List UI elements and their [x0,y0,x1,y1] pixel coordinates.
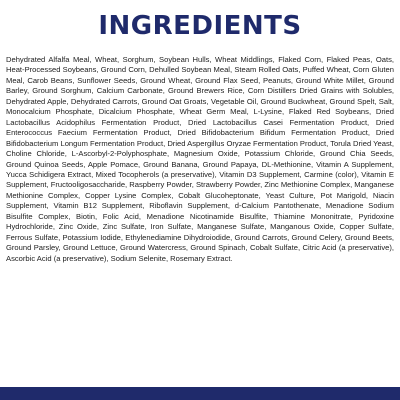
ingredients-heading: INGREDIENTS [98,11,302,41]
bottom-color-band [0,387,400,400]
ingredients-list-text: Dehydrated Alfalfa Meal, Wheat, Sorghum, Soybean Hulls, Wheat Middlings, Flaked Corn, Flaked Peas, Oats, Heat-Processed Soybeans, Ground Corn, Dehulled Soybean Meal, Steam Rolled Oats, Puffed Wheat, Corn Gluten Meal, Carob Beans, Sunflower Seeds, Ground Wheat, Ground Flax Seed, Peanuts, Ground White Millet, Ground Barley, Ground Sorghum, Calcium Carbonate, Ground Brewers Rice, Corn Distillers Dried Grains with Solubles, Dehydrated Apple, Dehydrated Carrots, Ground Oat Groats, Vegetable Oil, Ground Buckwheat, Ground Spelt, Salt, Monocalcium Phosphate, Dicalcium Phosphate, Wheat Germ Meal, L-Lysine, Flaked Red Soybeans, Dried Lactobacillus Acidophilus Fermentation Product, Dried Lactobacillus Casei Fermentation Product, Dried Enterococcus Faecium Fermentation Product, Dried Bifidobacterium Bifidum Fermentation Product, Dried Bifidobacterium Longum Fermentation Product, Dried Aspergillus Oryzae Fermentation Product, Torula Dried Yeast, Choline Chloride, L-Ascorbyl-2-Polyphosphate, Magnesium Oxide, Potassium Chloride, Ground Chia Seeds, Ground Quinoa Seeds, Apple Pomace, Ground Banana, Ground Papaya, DL-Methionine, Vitamin A Supplement, Yucca Schidigera Extract, Mixed Tocopherols (a preservative), Vitamin D3 Supplement, Carmine (color), Vitamin E Supplement, Fructooligosaccharide, Raspberry Powder, Strawberry Powder, Zinc Methionine Complex, Manganese Methionine Complex, Copper Lysine Complex, Cobalt Glucoheptonate, Yeast Culture, Pot Marigold, Niacin Supplement, Vitamin B12 Supplement, Riboflavin Supplement, d-Calcium Pantothenate, Menadione Sodium Bisulfite Complex, Biotin, Folic Acid, Menadione Nicotinamide Bisulfite, Thiamine Mononitrate, Pyridoxine Hydrochloride, Zinc Oxide, Zinc Sulfate, Iron Sulfate, Manganese Sulfate, Manganous Oxide, Copper Sulfate, Ferrous Sulfate, Potassium Iodide, Ethylenediamine Dihydroiodide, Ground Carrots, Ground Celery, Ground Beets, Ground Parsley, Ground Lettuce, Ground Watercress, Ground Spinach, Cobalt Sulfate, Citric Acid (a preservative), Ascorbic Acid (a preservative), Sodium Selenite, Rosemary Extract. [6,55,394,263]
